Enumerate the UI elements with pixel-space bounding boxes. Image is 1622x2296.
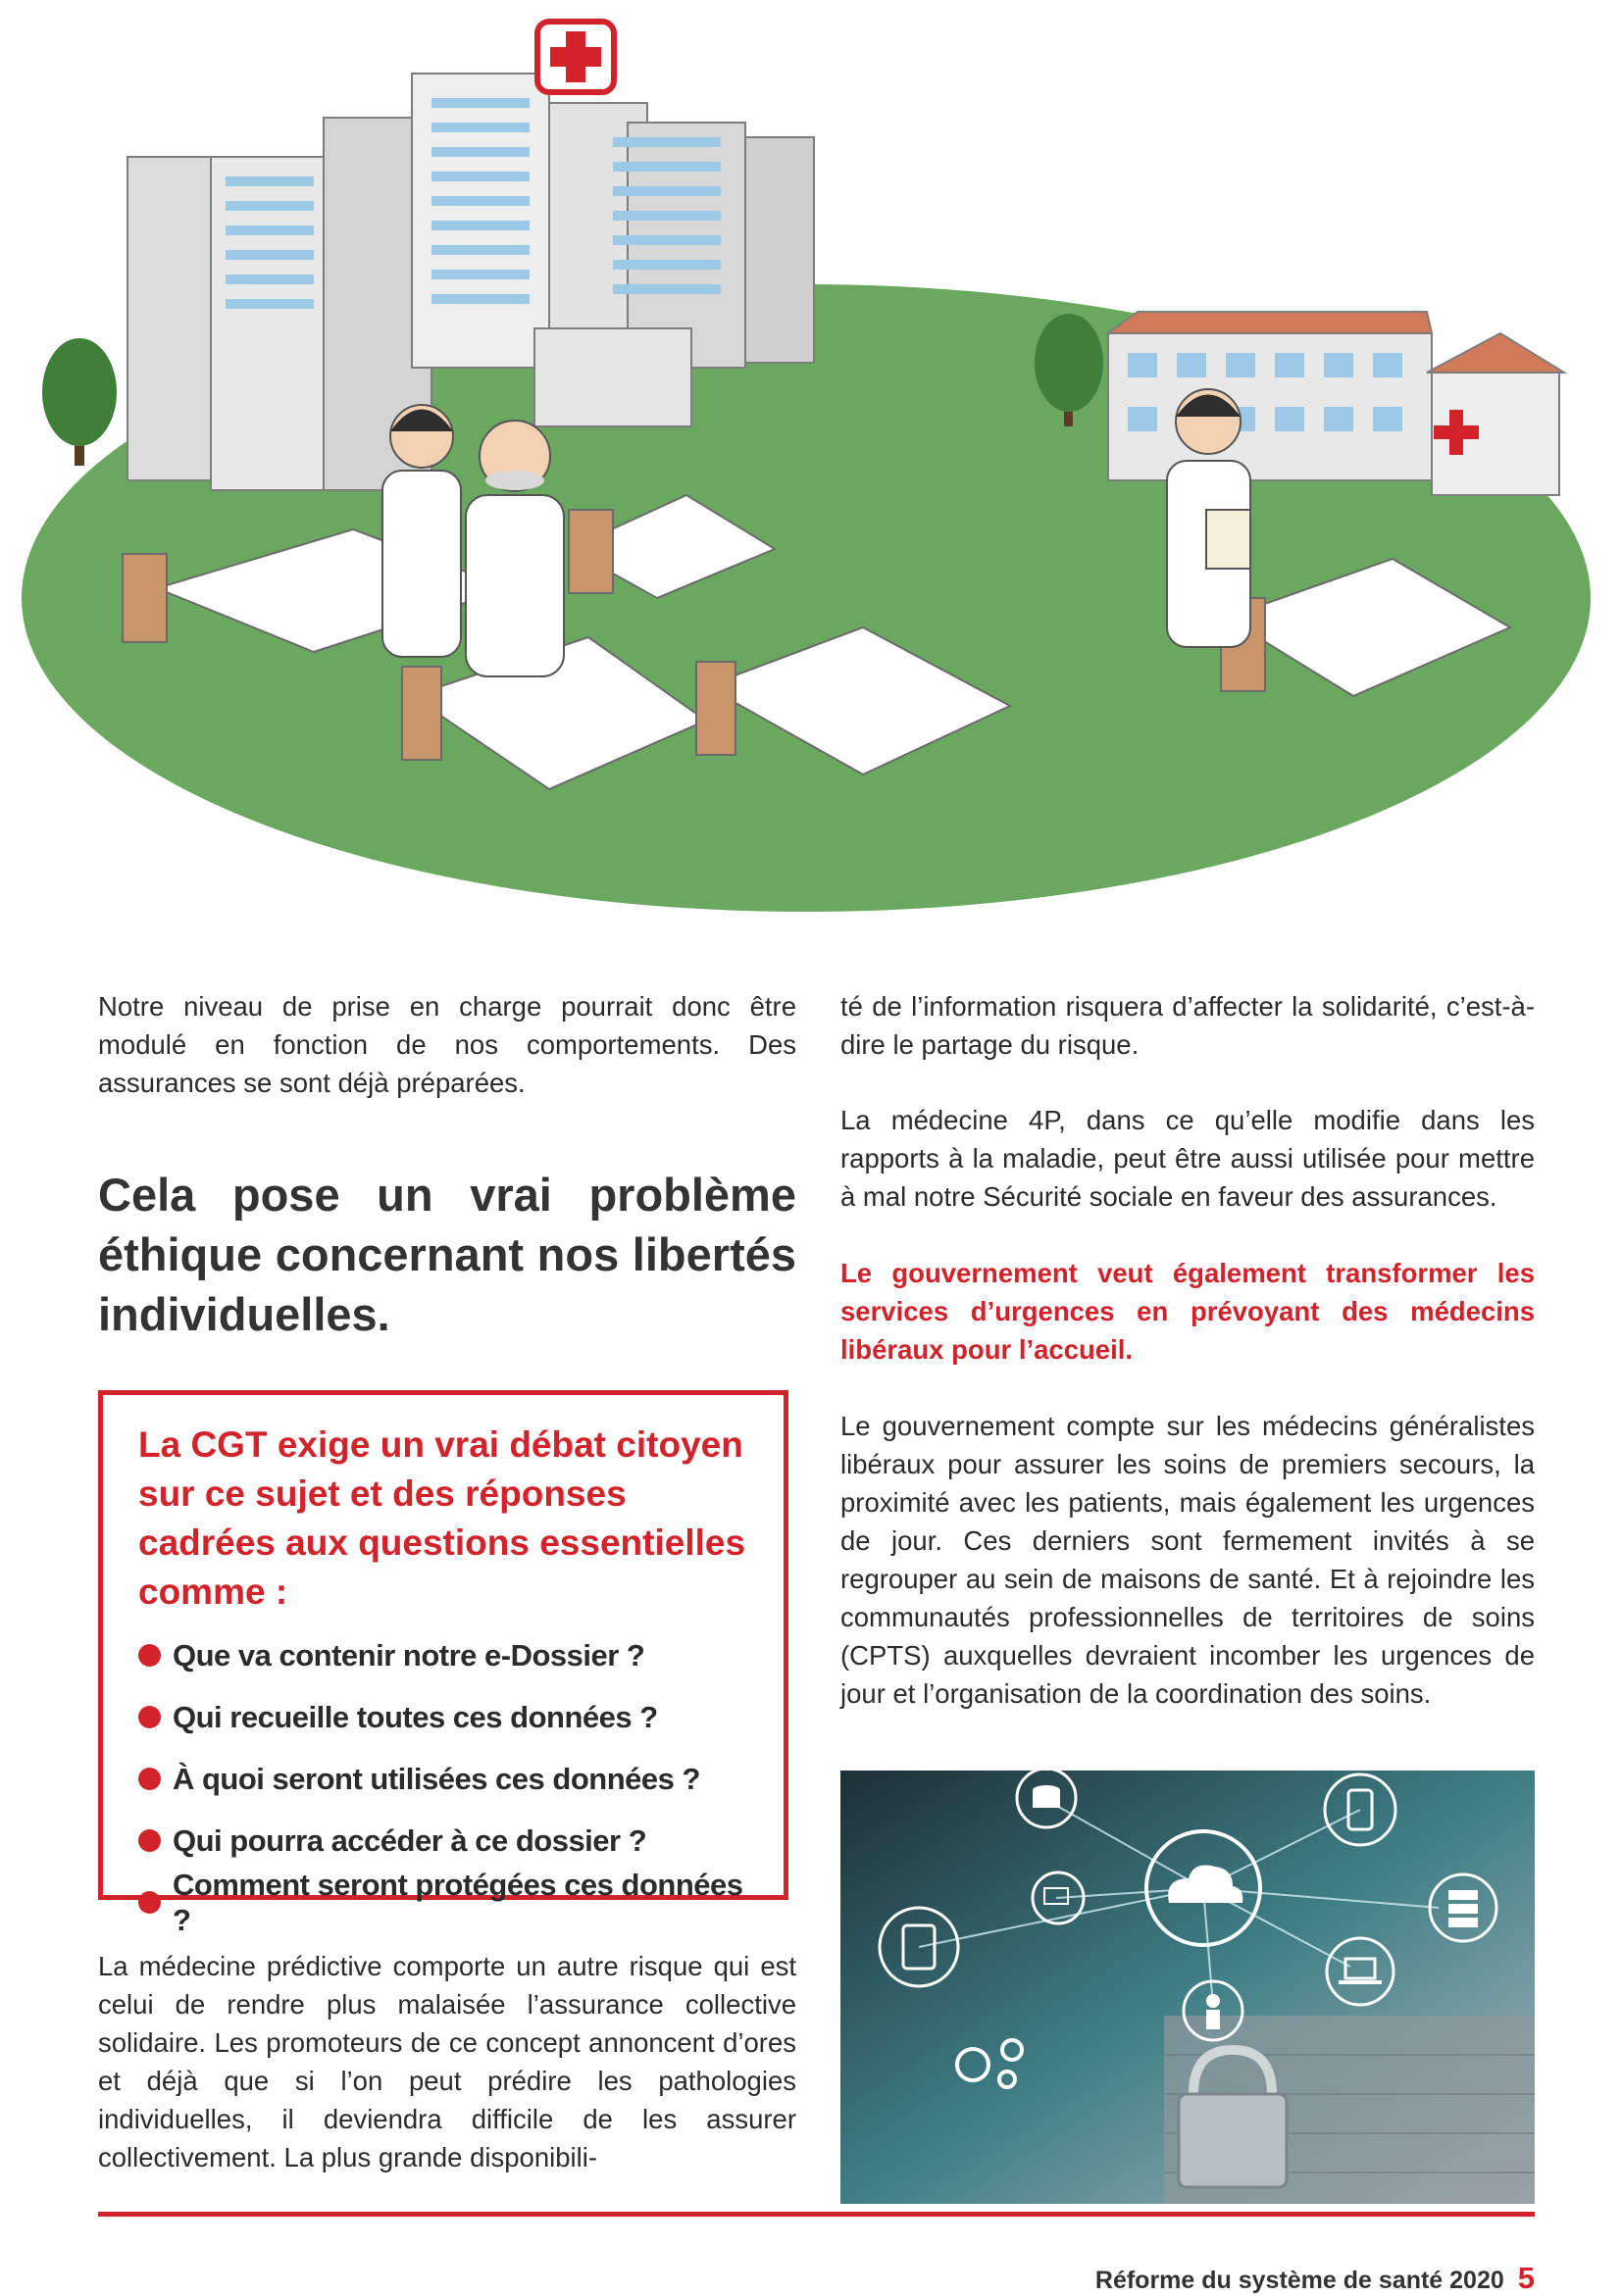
- left-column: [98, 987, 796, 1102]
- generalistes-paragraph: Le gouvernement compte sur les médecins généralistes libéraux pour assurer les soins de premiers secours, la proximité avec les patients, mais également les urgences de jour. Ces derniers sont fermement invités à se regrouper au sein de maisons de santé. Et à rejoindre les communautés professionnelles de territoires de soins (CPTS) auxquelles devraient incomber les urgences de jour et l’organisation de la coordination des soins.: [840, 1411, 1535, 1709]
- intro-paragraph: Notre niveau de prise en charge pourrait donc être modulé en fonction de nos comportements. Des assurances se sont déjà préparées.: [98, 991, 796, 1098]
- cgt-box-title: La CGT exige un vrai débat citoyen sur ce sujet et des réponses cadrées aux questions essentielles comme :: [138, 1424, 746, 1612]
- right-column: [840, 987, 1535, 1064]
- page-footer: [1095, 2261, 1535, 2296]
- list-item: À quoi seront utilisées ces données ?: [138, 1748, 752, 1810]
- list-item: Qui pourra accéder à ce dossier ?: [138, 1810, 752, 1872]
- bullet-dot-icon: [138, 1829, 161, 1852]
- doctor-young: [382, 405, 461, 657]
- doctor-senior: [466, 421, 564, 676]
- urgences-heading: Le gouvernement veut également transformer les services d’urgences en prévoyant des médecins libéraux pour l’accueil.: [840, 1258, 1535, 1365]
- bullet-dot-icon: [138, 1644, 161, 1667]
- closing-paragraph: La médecine prédictive comporte un autre risque qui est celui de rendre plus malaisée l’assurance collective solidaire. Les promoteurs de ce concept annoncent d’ores et déjà que si l’on peut prédire les pathologies individuelles, il deviendra difficile de les assurer collectivement. La plus grande disponibili-: [98, 1951, 796, 2172]
- bullet-dot-icon: [138, 1706, 161, 1728]
- hospital-ward-illustration: [0, 0, 1622, 941]
- tree-left: [42, 338, 117, 466]
- list-item: Comment seront protégées ces données ?: [138, 1872, 752, 1933]
- list-item: Qui recueille toutes ces données ?: [138, 1686, 752, 1748]
- list-item: Que va contenir notre e-Dossier ?: [138, 1624, 752, 1686]
- page-number: 5: [1517, 2261, 1535, 2295]
- bullet-dot-icon: [138, 1891, 161, 1914]
- hospital-cross-sign: [537, 22, 614, 92]
- cgt-demands-box: [98, 1390, 788, 1937]
- cgt-question-list: [138, 1624, 752, 1937]
- bullet-dot-icon: [138, 1768, 161, 1790]
- footer-publication-title: Réforme du système de santé 2020: [1094, 2267, 1504, 2294]
- footer-rule: [98, 2212, 1535, 2217]
- continuation-paragraph: té de l’information risquera d’affecter la solidarité, c’est-à-dire le partage du risque.: [840, 991, 1535, 1060]
- doctor-clipboard: [1167, 389, 1250, 647]
- lead-heading: Cela pose un vrai problème éthique concernant nos libertés individuelles.: [98, 1169, 796, 1340]
- data-security-image: [840, 1771, 1535, 2204]
- medecine-4p-paragraph: La médecine 4P, dans ce qu’elle modifie dans les rapports à la maladie, peut être aussi utilisée pour mettre à mal notre Sécurité sociale en faveur des assurances.: [840, 1105, 1535, 1212]
